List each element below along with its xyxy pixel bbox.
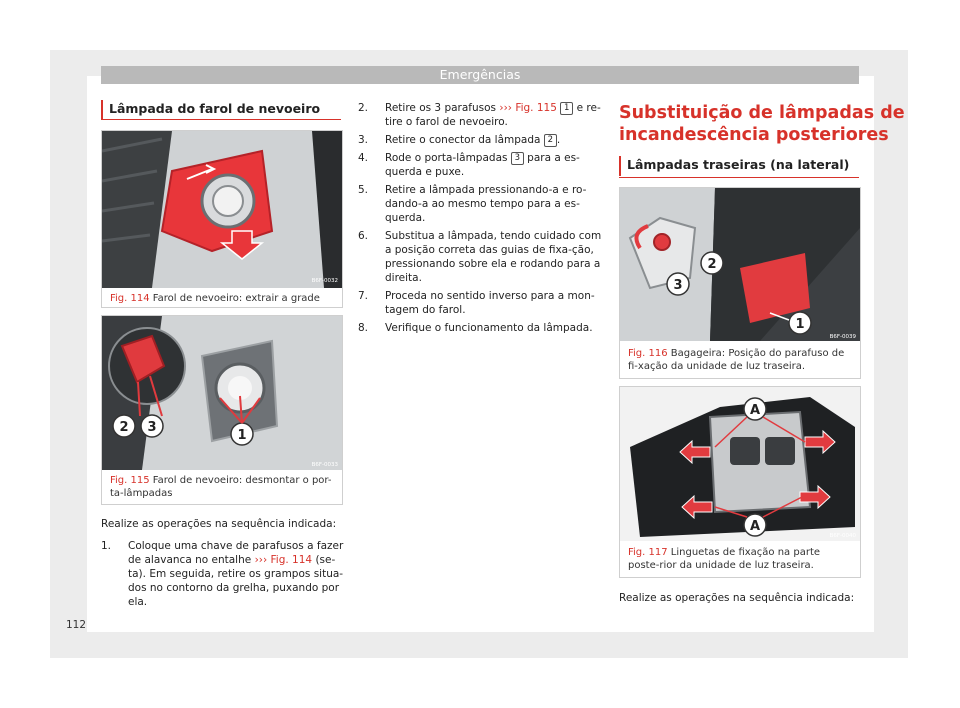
step-7 [358,289,603,317]
section-title-fog-lamp: Lâmpada do farol de nevoeiro [109,101,321,116]
figure-code: B6F-0040 [829,533,856,539]
callout-1: 1 [795,317,805,332]
callout-3: 3 [673,278,683,293]
figure-117 [619,386,861,578]
subheading-rear-lamps: Lâmpadas traseiras (na lateral) [627,157,850,172]
callout-3: 3 [147,420,157,435]
step-number: 4. [358,152,369,164]
section-bar [619,156,621,176]
section-rule [101,119,341,120]
step-5 [358,183,603,225]
page-number: 112 [66,619,87,631]
step-text: Retire a lâmpada pressionando-a e ro-dando-a ao mesmo tempo para a es-querda. [385,184,587,224]
caption-text: Farol de nevoeiro: extrair a grade [152,293,320,304]
step-text: Verifique o funcionamento da lâmpada. [385,322,593,334]
figure-114-caption [110,292,334,305]
figure-code: B6F-0033 [311,462,338,468]
callout-badge: 1 [560,102,573,115]
step-4 [358,151,603,179]
figure-reference-link[interactable]: Fig. 114 [270,554,313,566]
section-bar [101,100,103,120]
fog-lamp-holder-illustration [102,316,342,470]
main-heading-line2: incandescência posteriores [619,125,889,145]
figure-116 [619,187,861,379]
step-number: 5. [358,184,369,196]
figure-label: Fig. 114 [110,293,150,304]
figure-115 [101,315,343,505]
caption-text: Bagageira: Posição do parafuso de fi-xação da unidade de luz traseira. [628,348,845,372]
steps-list-left [101,539,344,613]
figure-code: B6F-0039 [829,334,856,340]
main-heading-line1: Substituição de lâmpadas de [619,103,905,123]
step-8 [358,321,603,335]
caption-text: Farol de nevoeiro: desmontar o por-ta-lâmpadas [110,475,332,499]
step-text: Retire o conector da lâmpada [385,134,541,146]
step-3 [358,133,603,147]
step-text: para a es-querda e puxe. [385,152,580,178]
figure-label: Fig. 115 [110,475,150,486]
step-text: (se-ta). Em seguida, retire os grampos situa-dos no contorno da grelha, puxando por ela. [128,554,344,608]
step-number: 8. [358,322,369,334]
figure-reference-link[interactable]: Fig. 115 [515,102,557,114]
figure-114 [101,130,343,308]
callout-1: 1 [237,428,247,443]
callout-a-top: A [749,403,761,418]
callout-badge: 3 [511,152,524,165]
figure-115-caption [110,474,334,500]
step-text: . [556,134,561,146]
step-text: Proceda no sentido inverso para a mon-tagem do farol. [385,290,595,316]
step-2 [358,101,603,129]
reference-arrows: ››› [499,102,512,114]
trunk-screw-illustration [620,188,860,341]
figure-116-caption [628,347,852,373]
step-text: Coloque uma chave de parafusos a fazer de alavanca no entalhe [128,540,344,566]
figure-117-caption [628,546,852,572]
fog-lamp-grille-illustration [102,131,342,288]
reference-arrows: ››› [254,554,268,566]
figure-label: Fig. 116 [628,348,668,359]
steps-list-middle [358,101,603,339]
caption-text: Linguetas de fixação na parte poste-rior da unidade de luz traseira. [628,547,821,571]
step-1 [101,539,344,609]
callout-2: 2 [707,257,717,272]
tail-light-tabs-illustration [620,387,860,541]
step-text: e re-tire o farol de nevoeiro. [385,102,601,128]
callout-a-bottom: A [749,519,761,534]
step-6 [358,229,603,285]
chapter-header: Emergências [101,66,859,84]
intro-text: Realize as operações na sequência indicada: [101,518,337,530]
figure-code: B6F-0032 [311,278,338,284]
step-number: 2. [358,102,369,114]
figure-label: Fig. 117 [628,547,668,558]
step-text: Substitua a lâmpada, tendo cuidado com a posição correta das guias de fixa-ção, pressionando sobre ela e rodando para a direita. [385,230,602,284]
section-rule [619,177,859,178]
step-number: 3. [358,134,369,146]
step-text: Retire os 3 parafusos [385,102,497,114]
step-number: 6. [358,230,369,242]
step-number: 1. [101,540,112,552]
step-text: Rode o porta-lâmpadas [385,152,508,164]
callout-2: 2 [119,420,129,435]
step-number: 7. [358,290,369,302]
callout-badge: 2 [544,134,557,147]
intro-text-right: Realize as operações na sequência indicada: [619,592,855,604]
